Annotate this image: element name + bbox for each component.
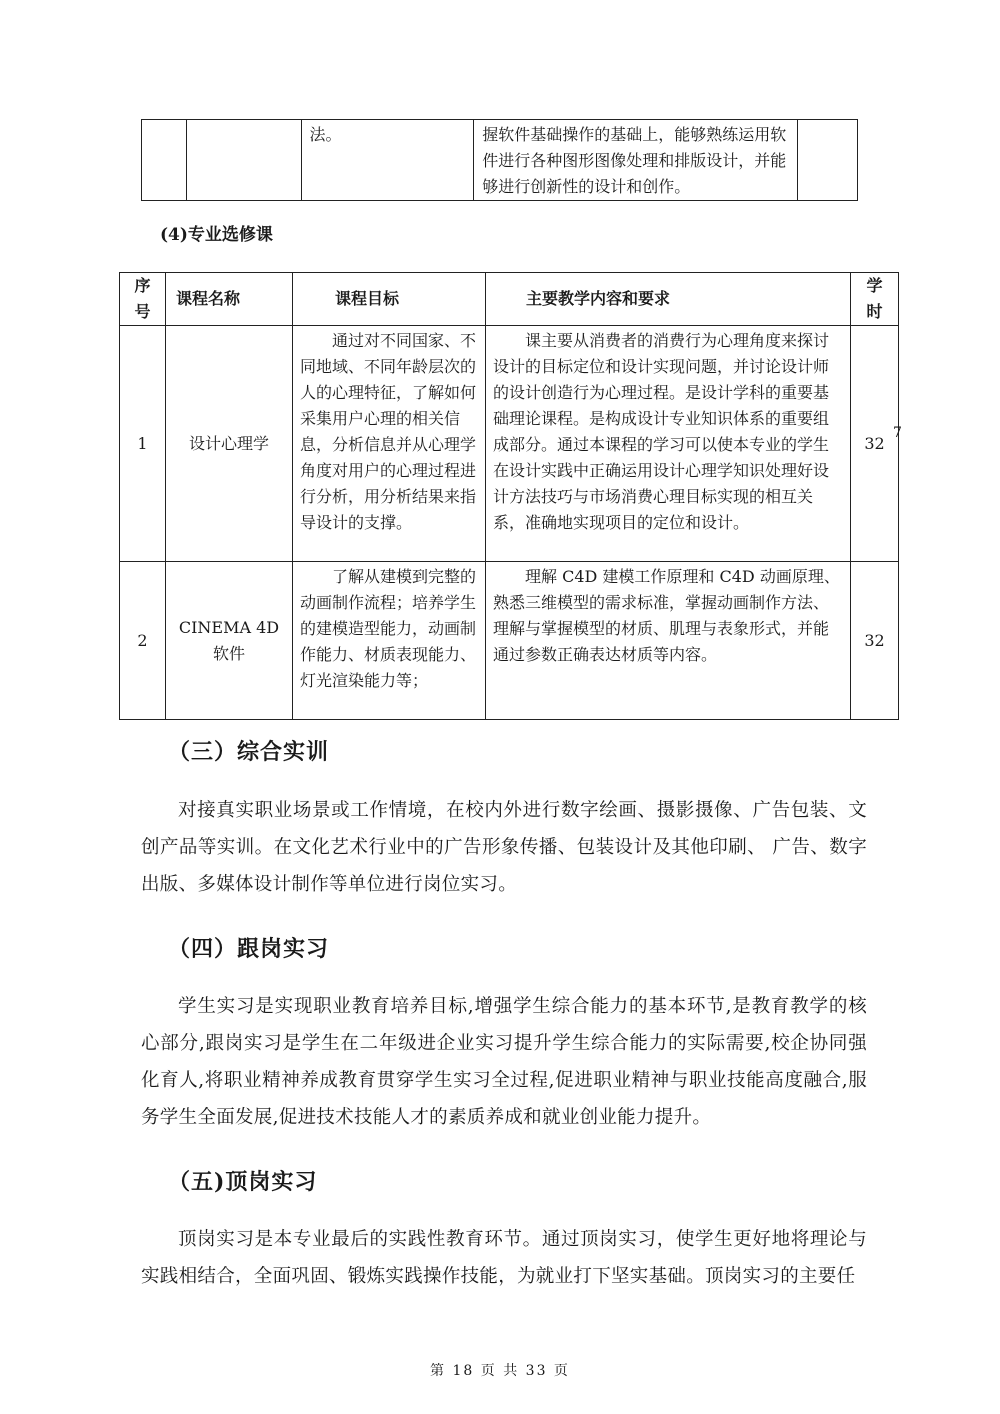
row-seq: 2 [120,562,166,720]
row-course-goal: 了解从建模到完整的动画制作流程；培养学生的建模造型能力，动画制作能力、材质表现能力、灯光渲染能力等； [293,562,486,720]
margin-mark: 7 [893,425,902,441]
header-course-content: 主要教学内容和要求 [486,273,851,326]
elective-course-table [119,272,899,720]
section-body: 对接真实职业场景或工作情境，在校内外进行数字绘画、摄影摄像、广告包装、文创产品等实训。在文化艺术行业中的广告形象传播、包装设计及其他印刷、 广告、数字出版、多媒体设计制作等单位进行岗位实习。 [141,800,867,895]
header-course-goal: 课程目标 [293,273,486,326]
table-cell [142,120,187,201]
section-title: （五)顶岗实习 [168,1169,318,1195]
section-title: （三）综合实训 [168,739,330,765]
header-course-name: 课程名称 [166,273,293,326]
section-title: （四）跟岗实习 [168,936,330,962]
header-hours: 学时 [851,273,899,326]
header-seq: 序号 [120,273,166,326]
row-seq: 1 [120,326,166,562]
section-body: 顶岗实习是本专业最后的实践性教育环节。通过顶岗实习，使学生更好地将理论与实践相结合，全面巩固、锻炼实践操作技能，为就业打下坚实基础。顶岗实习的主要任 [141,1229,867,1287]
row-hours: 32 [851,562,899,720]
continuation-table [141,119,858,201]
course-content-cell: 握软件基础操作的基础上，能够熟练运用软件进行各种图形图像处理和排版设计，并能够进行创新性的设计和创作。 [474,120,798,201]
elective-heading: (4)专业选修课 [160,225,273,245]
row-course-content: 课主要从消费者的消费行为心理角度来探讨设计的目标定位和设计实现问题，并讨论设计师的设计创造行为心理过程。是设计学科的重要基础理论课程。是构成设计专业知识体系的重要组成部分。通过本课程的学习可以使本专业的学生在设计实践中正确运用设计心理学知识处理好设计方法技巧与市场消费心理目标实现的相互关系，准确地实现项目的定位和设计。 [486,326,851,562]
row-course-name: 设计心理学 [166,326,293,562]
section-body: 学生实习是实现职业教育培养目标,增强学生综合能力的基本环节,是教育教学的核心部分,跟岗实习是学生在二年级进企业实习提升学生综合能力的实际需要,校企协同强化育人,将职业精神养成教育贯穿学生实习全过程,促进职业精神与职业技能高度融合,服务学生全面发展,促进技术技能人才的素质养成和就业创业能力提升。 [141,996,867,1128]
table-row [120,562,899,720]
table-cell [187,120,301,201]
course-goal-cell: 法。 [301,120,474,201]
course-hours-cell [798,120,858,201]
row-course-content: 理解 C4D 建模工作原理和 C4D 动画原理、熟悉三维模型的需求标准，掌握动画制作方法、理解与掌握模型的材质、肌理与表象形式，并能通过参数正确表达材质等内容。 [486,562,851,720]
page-footer: 第 18 页 共 33 页 [430,1363,570,1379]
row-course-goal: 通过对不同国家、不同地域、不同年龄层次的人的心理特征，了解如何采集用户心理的相关信息，分析信息并从心理学角度对用户的心理过程进行分析，用分析结果来指导设计的支撑。 [293,326,486,562]
table-header-row [120,273,899,326]
table-row [142,120,858,201]
row-course-name: CINEMA 4D 软件 [166,562,293,720]
row-hours: 32 [851,326,899,562]
table-row [120,326,899,562]
